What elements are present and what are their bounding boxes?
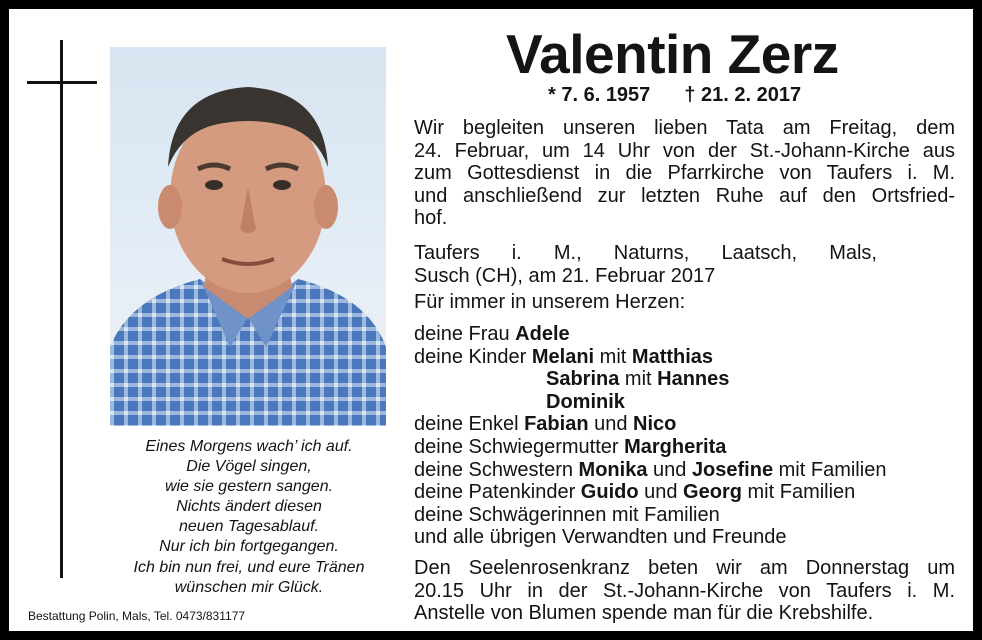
- poem-line: neuen Tagesablauf.: [179, 518, 319, 536]
- poem: [108, 437, 390, 598]
- announcement-paragraph: [414, 117, 955, 230]
- mourner-line-motherinlaw: deine Schwiegermutter Margherita: [414, 435, 727, 458]
- closing-line: Anstelle von Blumen spende man für die Krebshilfe.: [414, 602, 874, 624]
- poem-line: Ich bin nun frei, und eure Tränen: [133, 558, 365, 576]
- mourner-line-relatives: und alle übrigen Verwandten und Freunde: [414, 526, 787, 549]
- forever-heading: Für immer in unserem Herzen:: [414, 291, 686, 313]
- portrait-photo: [110, 47, 386, 426]
- death-date: † 21. 2. 2017: [684, 84, 802, 106]
- announcement-line: zum Gottesdienst in die Pfarrkirche von Taufers i. M.: [414, 162, 955, 184]
- place-line: Taufers i. M., Naturns, Laatsch, Mals,: [414, 242, 877, 264]
- poem-line: Nichts ändert diesen: [176, 498, 322, 516]
- closing-line: 20.15 Uhr in der St.-Johann-Kirche von Taufers i. M.: [414, 579, 955, 602]
- poem-line: Eines Morgens wach’ ich auf.: [145, 438, 353, 455]
- mourner-line-grandchildren: deine Enkel Fabian und Nico: [414, 413, 677, 436]
- poem-line: Nur ich bin fortgegangen.: [159, 538, 339, 556]
- announcement-line: und anschließend zur letzten Ruhe auf den Ortsfried-: [414, 184, 955, 207]
- mourner-line-children: deine Kinder Melani mit Matthias: [414, 345, 714, 368]
- mourner-line-sisters: deine Schwestern Monika und Josefine mit Familien: [414, 458, 887, 481]
- poem-line: wie sie gestern sangen.: [164, 478, 334, 496]
- poem-line: Die Vögel singen,: [186, 458, 312, 476]
- mourners-list: [414, 323, 886, 549]
- announcement-line: Wir begleiten unseren lieben Tata am Freitag, dem: [414, 117, 955, 139]
- mourner-line-sisters-in-law: deine Schwägerinnen mit Familien: [414, 503, 720, 526]
- cross-vertical-bar: [60, 40, 63, 578]
- deceased-name: Valentin Zerz: [506, 23, 839, 85]
- closing-paragraph: [414, 557, 955, 625]
- life-dates: [548, 84, 801, 107]
- poem-line: wünschen mir Glück.: [174, 578, 324, 596]
- mourner-line-child2: Sabrina mit Hannes: [546, 368, 730, 391]
- place-date-paragraph: [414, 242, 877, 287]
- cross-horizontal-bar: [27, 81, 97, 84]
- mourner-line-child3: Dominik: [546, 390, 625, 413]
- funeral-home-footer: Bestattung Polin, Mals, Tel. 0473/831177: [28, 609, 246, 623]
- place-line: Susch (CH), am 21. Februar 2017: [414, 264, 716, 287]
- mourner-line-godchildren: deine Patenkinder Guido und Georg mit Familien: [414, 481, 856, 504]
- closing-line: Den Seelenrosenkranz beten wir am Donnerstag um: [414, 557, 955, 579]
- announcement-line: hof.: [414, 207, 448, 229]
- mourner-line-wife: deine Frau Adele: [414, 323, 570, 345]
- announcement-line: 24. Februar, um 14 Uhr von der St.-Johann-Kirche aus: [414, 139, 955, 162]
- birth-date: * 7. 6. 1957: [548, 84, 651, 106]
